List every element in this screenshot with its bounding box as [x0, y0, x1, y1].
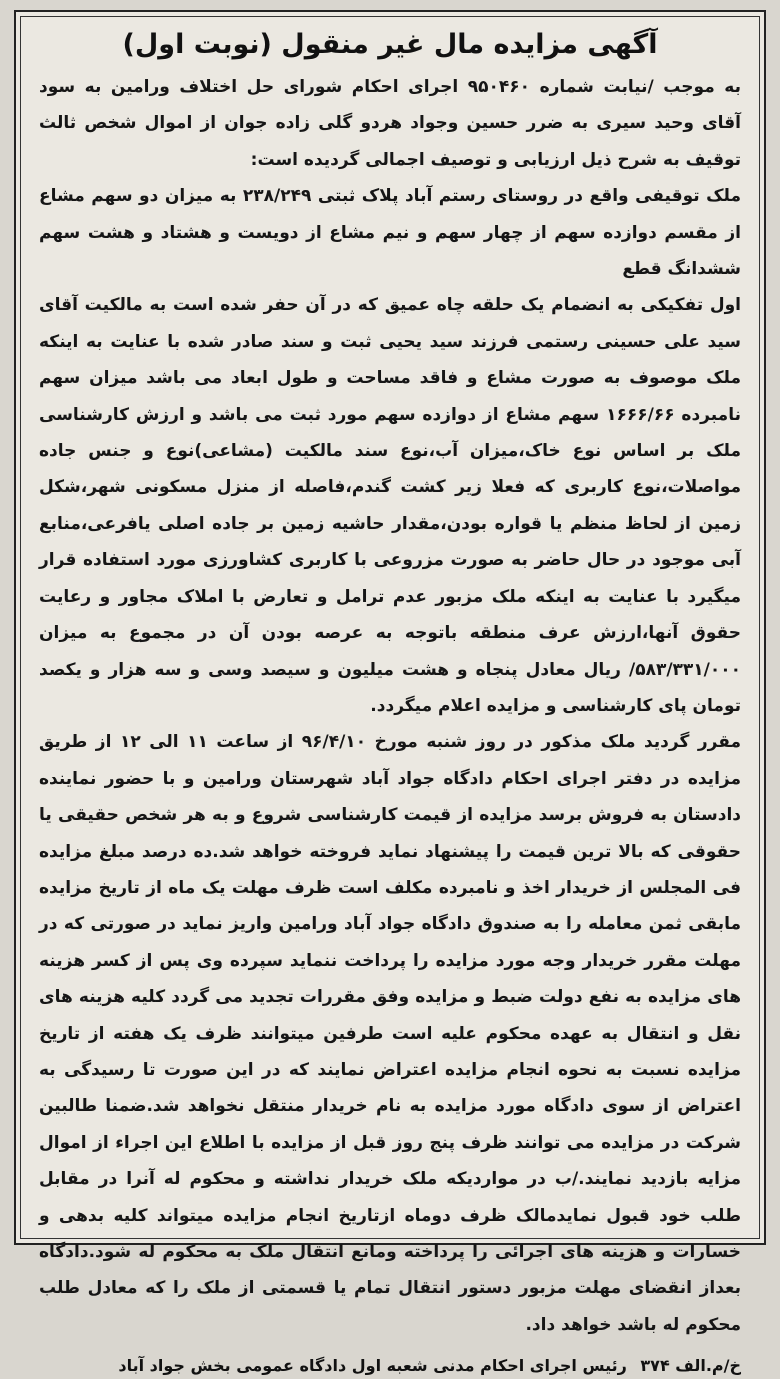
notice-paragraph: ملک توقیفی واقع در روستای رستم آباد پلاک ثبتی ۲۳۸/۲۴۹ به میزان دو سهم مشاع از مقسم دوازده سهم از چهار سهم و نیم مشاع از دویست و هشتاد و هشت سهم ششدانگ قطع	[39, 186, 741, 280]
notice-frame	[20, 16, 760, 1376]
newspaper-clipping	[14, 10, 766, 1376]
notice-title: آگهی مزایده مال غیر منقول (نوبت اول)	[122, 29, 658, 60]
notice-paragraph: اول تفکیکی به انضمام یک حلقه چاه عمیق که در آن حفر شده است به مالکیت آقای سید علی حسینی رستمی فرزند سید یحیی ثبت و سند صادر شده با عنایت به اینکه ملک موصوف به صورت مشاع و فاقد مساحت و طول ابعاد می باشد میزان سهم نامبرده ۱۶۶۶/۶۶ سهم مشاع از دوازده سهم مورد ثبت می باشد و ارزش کارشناسی ملک بر اساس نوع خاک،میزان آب،نوع سند مالکیت (مشاعی)نوع و جنس جاده مواصلات،نوع کاربری که فعلا زیر کشت گندم،فاصله از منزل مسکونی شهر،شکل زمین از لحاظ منظم یا قواره بودن،مقدار حاشیه زمین بر جاده اصلی یافرعی،منابع آبی موجود در حال حاضر به صورت مزروعی با کاربری کشاورزی مورد استفاده قرار میگیرد با عنایت به اینکه ملک مزبور عدم ترامل و تعارض با املاک مجاور و رعایت حقوق آنها،ارزش عرف منطقه باتوجه به عرصه بودن آن در مجموع به میزان ۵۸۳/۳۳۱/۰۰۰/ ریال معادل پنجاه و هشت میلیون و سیصد وسی و سه هزار و یکصد تومان پای کارشناسی و مزایده اعلام میگردد.	[39, 295, 741, 716]
notice-footer	[39, 1353, 741, 1379]
notice-paragraph: به موجب /نیابت شماره ۹۵۰۴۶۰ اجرای احکام شورای حل اختلاف ورامین به سود آقای وحید سیری به ضرر حسین وجواد هردو گلی زاده جوان از اموال شخص ثالث توقیف به شرح ذیل ارزیابی و توصیف اجمالی گردیده است:	[39, 77, 741, 170]
footer-code: خ/م.الف ۳۷۴	[640, 1356, 741, 1376]
notice-paragraph: مقرر گردید ملک مذکور در روز شنبه مورخ ۹۶/۴/۱۰ از ساعت ۱۱ الی ۱۲ از طریق مزایده در دفتر اجرای احکام دادگاه جواد آباد شهرستان ورامین و با حضور نماینده دادستان به فروش برسد مزایده از قیمت کارشناسی شروع و به هر شخص حقیقی یا حقوقی که بالا ترین قیمت را پیشنهاد نماید فروخته خواهد شد.ده درصد مبلغ مزایده فی المجلس از خریدار اخذ و نامبرده مکلف است ظرف مهلت یک ماه از تاریخ مزایده مابقی ثمن معامله را به صندوق دادگاه جواد آباد ورامین واریز نماید در صورتی که در مهلت مقرر خریدار وجه مورد مزایده را پرداخت ننماید سپرده وی پس از کسر هزینه های مزایده به نفع دولت ضبط و مزایده وفق مقررات تجدید می گردد کلیه هزینه های نقل و انتقال به عهده محکوم علیه است طرفین میتوانند ظرف یک هفته از تاریخ مزایده نسبت به نحوه انجام مزایده اعتراض نمایند که در این صورت تا رسیدگی به اعتراض از سوی دادگاه مورد مزایده به نام خریدار منتقل نخواهد شد.ضمنا طالبین شرکت در مزایده می توانند ظرف پنج روز قبل از مزایده با اطلاع این اجراء از اموال مزایه بازدید نمایند./ب در مواردیکه ملک خریدار نداشته و محکوم له آنرا در مقابل طلب خود قبول نمایدمالک ظرف دوماه ازتاریخ انجام مزایده میتواند کلیه بدهی و خسارات و هزینه های اجرائی را پرداخته ومانع انتقال ملک به محکوم له شود.دادگاه بعداز انقضای مهلت مزبور دستور انتقال تمام یا قسمتی از ملک را که معادل طلب محکوم له باشد خواهد داد.	[39, 732, 741, 1335]
notice-body	[39, 69, 741, 1343]
footer-signature: رئیس اجرای احکام مدنی شعبه اول دادگاه عمومی بخش جواد آباد	[118, 1356, 627, 1376]
